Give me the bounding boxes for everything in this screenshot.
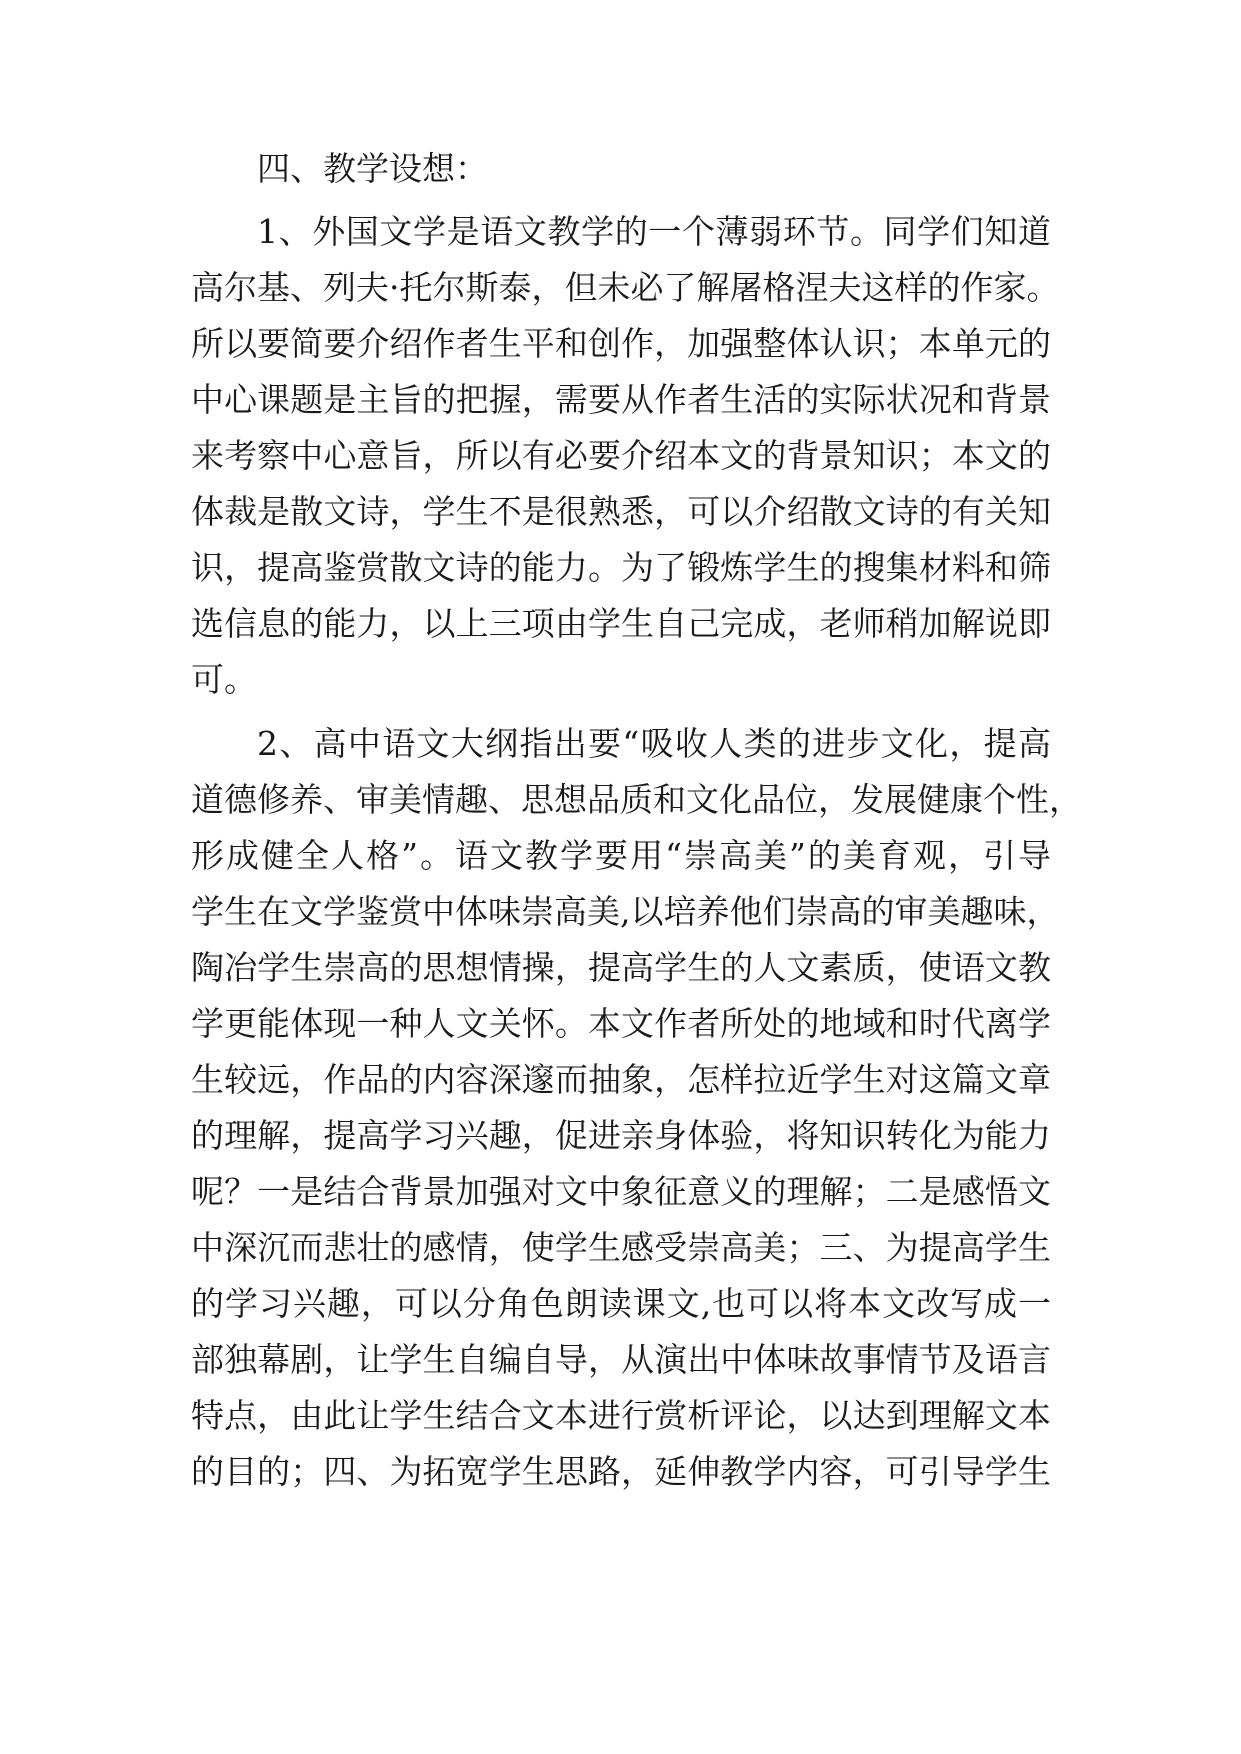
paragraph-2-line: 特点，由此让学生结合文本进行赏析评论，以达到理解文本: [191, 1396, 1051, 1435]
paragraph-2-line: 的目的；四、为拓宽学生思路，延伸教学内容，可引导学生: [191, 1452, 1051, 1491]
paragraph-1-line: 所以要简要介绍作者生平和创作，加强整体认识；本单元的: [191, 324, 1051, 363]
paragraph-2-line: 2、高中语文大纲指出要“吸收人类的进步文化，提高: [257, 724, 1051, 763]
paragraph-2-line: 呢？一是结合背景加强对文中象征意义的理解；二是感悟文: [191, 1172, 1051, 1211]
paragraph-2-line: 生较远，作品的内容深邃而抽象，怎样拉近学生对这篇文章: [191, 1060, 1051, 1099]
paragraph-2-line: 形成健全人格”。语文教学要用“崇高美”的美育观，引导: [191, 836, 1051, 875]
paragraph-2-line: 学更能体现一种人文关怀。本文作者所处的地域和时代离学: [191, 1004, 1051, 1043]
paragraph-1-line: 体裁是散文诗，学生不是很熟悉，可以介绍散文诗的有关知: [191, 492, 1051, 531]
section-heading: 四、教学设想：: [257, 149, 488, 188]
paragraph-1-line: 选信息的能力，以上三项由学生自己完成，老师稍加解说即: [191, 604, 1051, 643]
paragraph-1-line: 高尔基、列夫·托尔斯泰，但未必了解屠格涅夫这样的作家。: [191, 268, 1060, 307]
paragraph-2-line: 部独幕剧，让学生自编自导，从演出中体味故事情节及语言: [191, 1340, 1051, 1379]
paragraph-1-line: 可。: [191, 660, 257, 699]
paragraph-2-line: 学生在文学鉴赏中体味崇高美,以培养他们崇高的审美趣味，: [191, 892, 1060, 931]
paragraph-2-line: 陶冶学生崇高的思想情操，提高学生的人文素质，使语文教: [191, 948, 1051, 987]
paragraph-1-line: 1、外国文学是语文教学的一个薄弱环节。同学们知道: [257, 212, 1051, 251]
paragraph-2-line: 中深沉而悲壮的感情，使学生感受崇高美；三、为提高学生: [191, 1228, 1051, 1267]
paragraph-2-line: 的理解，提高学习兴趣，促进亲身体验，将知识转化为能力: [191, 1116, 1051, 1155]
paragraph-2-line: 道德修养、审美情趣、思想品质和文化品位，发展健康个性，: [191, 780, 1082, 819]
paragraph-1-line: 来考察中心意旨，所以有必要介绍本文的背景知识；本文的: [191, 436, 1051, 475]
paragraph-2-line: 的学习兴趣，可以分角色朗读课文,也可以将本文改写成一: [191, 1284, 1051, 1323]
paragraph-1-line: 识，提高鉴赏散文诗的能力。为了锻炼学生的搜集材料和筛: [191, 548, 1051, 587]
paragraph-1-line: 中心课题是主旨的把握，需要从作者生活的实际状况和背景: [191, 380, 1051, 419]
